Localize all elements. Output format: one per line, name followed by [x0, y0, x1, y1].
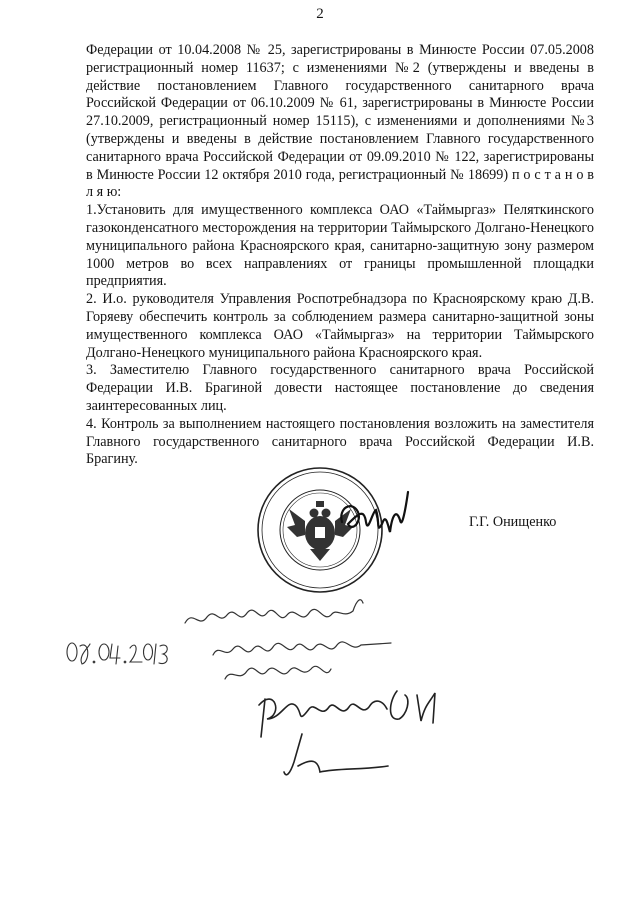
- initial-signature: [280, 732, 400, 784]
- page-number: 2: [316, 6, 324, 22]
- paragraph-2: 2. И.о. руководителя Управления Роспотребнадзора по Красноярскому краю Д.В. Горяеву обеспечить контроль за соблюдением размера санитарно-защитной зоны имущественного комплекса ОАО «Таймыргаз» на территории Таймырского Долгано-Ненецкого муниципального района Красноярского края.: [86, 291, 594, 361]
- paragraph-preamble: Федерации от 10.04.2008 № 25, зарегистрированы в Минюсте России 07.05.2008 регистрационный номер 11637; с изменениями №2 (утверждены и введены в действие постановлением Главного государственного санитарного врача Российской Федерации от 06.10.2009 № 61, зарегистрированы в Минюсте России 27.10.2009, регистрационный номер 15115), с изменениями и дополнениями №3 (утверждены и введены в действие постановлением Главного государственного санитарного врача Российской Федерации от 09.09.2010 № 122, зарегистрированы в Минюсте России 12 октября 2010 года, регистрационный № 18699) п о с т а н о в л я ю:: [86, 42, 594, 201]
- paragraph-1: 1.Установить для имущественного комплекса ОАО «Таймыргаз» Пеляткинского газоконденсатного месторождения на территории Таймырского Долгано-Ненецкого муниципального района Красноярского края, санитарно-защитную зону размером 1000 метров во всех направлениях от границы промышленной площадки предприятия.: [86, 202, 594, 290]
- paragraph-4: 4. Контроль за выполнением настоящего постановления возложить на заместителя Главного государственного санитарного врача Российской Федерации И.В. Брагину.: [86, 415, 594, 468]
- handwritten-date: [64, 634, 174, 670]
- director-signature: [336, 482, 416, 552]
- paragraph-3: 3. Заместителю Главного государственного санитарного врача Российской Федерации И.В. Брагиной довести настоящее постановление до сведения заинтересованных лиц.: [86, 362, 594, 414]
- handwritten-note: [185, 595, 455, 755]
- document-body: [86, 42, 594, 469]
- signatory-name: Г.Г. Онищенко: [469, 514, 557, 530]
